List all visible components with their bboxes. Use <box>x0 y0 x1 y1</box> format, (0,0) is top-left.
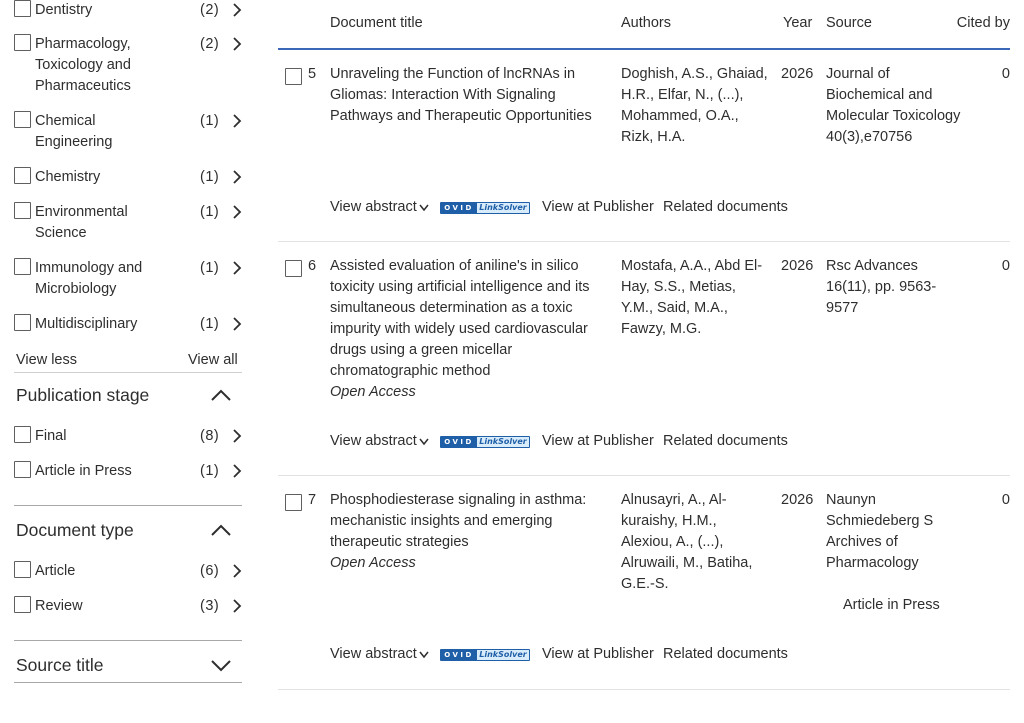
facet-checkbox[interactable] <box>14 461 31 478</box>
ovid-logo-text: OVID <box>441 203 477 213</box>
document-title-link[interactable] <box>330 256 598 403</box>
view-all-link[interactable]: View all <box>188 352 238 368</box>
section-divider <box>14 682 242 683</box>
facet-checkbox[interactable] <box>14 426 31 443</box>
view-at-publisher-link[interactable]: View at Publisher <box>542 199 654 215</box>
facet-checkbox[interactable] <box>14 258 31 275</box>
view-abstract-link[interactable]: View abstract <box>330 199 417 215</box>
source-title-title[interactable]: Source title <box>16 655 104 675</box>
row-separator <box>278 689 1010 690</box>
ovid-logo-text: OVID <box>441 650 477 660</box>
cited-by-cell: 0 <box>1001 258 1010 274</box>
chevron-right-icon[interactable] <box>231 114 243 128</box>
authors-cell[interactable]: Doghish, A.S., Ghaiad, H.R., Elfar, N., (...), Mohammed, O.A., Rizk, H.A. <box>621 66 768 145</box>
linksolver-logo-text: LinkSolver <box>477 437 529 447</box>
facet-count: (6) <box>200 563 220 579</box>
filter-sidebar <box>0 0 250 723</box>
row-separator <box>278 241 1010 242</box>
view-abstract-link[interactable]: View abstract <box>330 433 417 449</box>
facet-count: (2) <box>200 36 220 52</box>
chevron-right-icon[interactable] <box>231 317 243 331</box>
related-documents-link[interactable]: Related documents <box>663 199 788 215</box>
chevron-right-icon[interactable] <box>231 464 243 478</box>
section-divider <box>14 372 242 373</box>
publication-stage-title[interactable]: Publication stage <box>16 385 150 405</box>
chevron-right-icon[interactable] <box>231 3 243 17</box>
related-documents-link[interactable]: Related documents <box>663 433 788 449</box>
row-separator <box>278 475 1010 476</box>
facet-checkbox[interactable] <box>14 111 31 128</box>
facet-label: Review <box>35 598 83 614</box>
facet-count: (8) <box>200 428 220 444</box>
related-documents-link[interactable]: Related documents <box>663 646 788 662</box>
ovid-linksolver-button[interactable] <box>440 649 530 661</box>
section-divider <box>14 505 242 506</box>
facet-count: (1) <box>200 169 220 185</box>
open-access-label: Open Access <box>330 384 416 400</box>
year-cell: 2026 <box>781 66 814 82</box>
chevron-up-icon[interactable] <box>210 523 232 537</box>
facet-label: Chemistry <box>35 169 101 185</box>
cited-by-cell: 0 <box>1001 492 1010 508</box>
facet-checkbox[interactable] <box>14 0 31 17</box>
document-title-text[interactable]: Assisted evaluation of aniline's in silico toxicity using artificial intelligence and its simultaneous determination as a toxic impurity with widely used cardiovascular drugs using a green micellar chromatographic method <box>330 258 590 379</box>
view-at-publisher-link[interactable]: View at Publisher <box>542 433 654 449</box>
section-divider <box>14 640 242 641</box>
source-cell[interactable]: Rsc Advances 16(11), pp. 9563-9577 <box>826 258 937 316</box>
facet-label: Environmental Science <box>35 204 128 241</box>
facet-checkbox[interactable] <box>14 202 31 219</box>
document-title-link[interactable] <box>330 490 598 574</box>
source-cell[interactable]: Journal of Biochemical and Molecular Toxicology 40(3),e70756 <box>826 66 961 145</box>
header-authors[interactable]: Authors <box>621 15 671 31</box>
facet-label: Article in Press <box>35 463 132 479</box>
chevron-down-icon[interactable] <box>419 651 429 659</box>
row-checkbox[interactable] <box>285 68 302 85</box>
facet-label: Chemical Engineering <box>35 113 113 150</box>
chevron-down-icon[interactable] <box>210 658 232 672</box>
chevron-right-icon[interactable] <box>231 170 243 184</box>
row-checkbox[interactable] <box>285 260 302 277</box>
facet-label: Immunology and Microbiology <box>35 260 143 297</box>
source-cell[interactable]: Naunyn Schmiedeberg S Archives of Pharmacology <box>826 492 934 571</box>
article-in-press-status: Article in Press <box>843 597 940 613</box>
authors-cell[interactable]: Mostafa, A.A., Abd El-Hay, S.S., Metias, Y.M., Said, M.A., Fawzy, M.G. <box>621 258 763 337</box>
facet-checkbox[interactable] <box>14 34 31 51</box>
ovid-linksolver-button[interactable] <box>440 436 530 448</box>
facet-count: (1) <box>200 316 220 332</box>
header-document-title[interactable]: Document title <box>330 15 423 31</box>
view-less-link[interactable]: View less <box>16 352 77 368</box>
view-at-publisher-link[interactable]: View at Publisher <box>542 646 654 662</box>
header-source[interactable]: Source <box>826 15 872 31</box>
facet-count: (1) <box>200 463 220 479</box>
row-number: 6 <box>308 258 317 274</box>
linksolver-logo-text: LinkSolver <box>477 203 529 213</box>
year-cell: 2026 <box>781 492 814 508</box>
chevron-up-icon[interactable] <box>210 388 232 402</box>
header-rule <box>278 48 1010 50</box>
chevron-down-icon[interactable] <box>419 438 429 446</box>
view-abstract-link[interactable]: View abstract <box>330 646 417 662</box>
row-checkbox[interactable] <box>285 494 302 511</box>
document-type-title[interactable]: Document type <box>16 520 134 540</box>
year-cell: 2026 <box>781 258 814 274</box>
chevron-right-icon[interactable] <box>231 599 243 613</box>
chevron-down-icon[interactable] <box>419 204 429 212</box>
header-cited-by[interactable]: Cited by <box>956 15 1010 31</box>
facet-checkbox[interactable] <box>14 167 31 184</box>
chevron-right-icon[interactable] <box>231 37 243 51</box>
header-year[interactable]: Year <box>783 15 813 31</box>
facet-count: (1) <box>200 113 220 129</box>
ovid-linksolver-button[interactable] <box>440 202 530 214</box>
facet-count: (2) <box>200 2 220 18</box>
chevron-right-icon[interactable] <box>231 261 243 275</box>
facet-checkbox[interactable] <box>14 561 31 578</box>
linksolver-logo-text: LinkSolver <box>477 650 529 660</box>
chevron-right-icon[interactable] <box>231 564 243 578</box>
authors-cell[interactable]: Alnusayri, A., Al-kuraishy, H.M., Alexiou, A., (...), Alruwaili, M., Batiha, G.E.-S. <box>621 492 753 592</box>
facet-checkbox[interactable] <box>14 596 31 613</box>
cited-by-cell: 0 <box>1001 66 1010 82</box>
facet-checkbox[interactable] <box>14 314 31 331</box>
facet-label: Final <box>35 428 67 444</box>
document-title-text[interactable]: Unraveling the Function of lncRNAs in Gliomas: Interaction With Signaling Pathways and Therapeutic Opportunities <box>330 66 592 124</box>
facet-count: (3) <box>200 598 220 614</box>
document-title-link[interactable] <box>330 64 598 127</box>
facet-label: Pharmacology, Toxicology and Pharmaceutics <box>35 36 131 94</box>
chevron-right-icon[interactable] <box>231 429 243 443</box>
facet-label: Multidisciplinary <box>35 316 138 332</box>
row-number: 7 <box>308 492 317 508</box>
open-access-label: Open Access <box>330 555 416 571</box>
facet-label: Dentistry <box>35 2 93 18</box>
results-table <box>278 0 1012 723</box>
ovid-logo-text: OVID <box>441 437 477 447</box>
facet-count: (1) <box>200 204 220 220</box>
document-title-text[interactable]: Phosphodiesterase signaling in asthma: mechanistic insights and emerging therapeutic strategies <box>330 492 587 550</box>
facet-count: (1) <box>200 260 220 276</box>
facet-label: Article <box>35 563 76 579</box>
chevron-right-icon[interactable] <box>231 205 243 219</box>
row-number: 5 <box>308 66 317 82</box>
